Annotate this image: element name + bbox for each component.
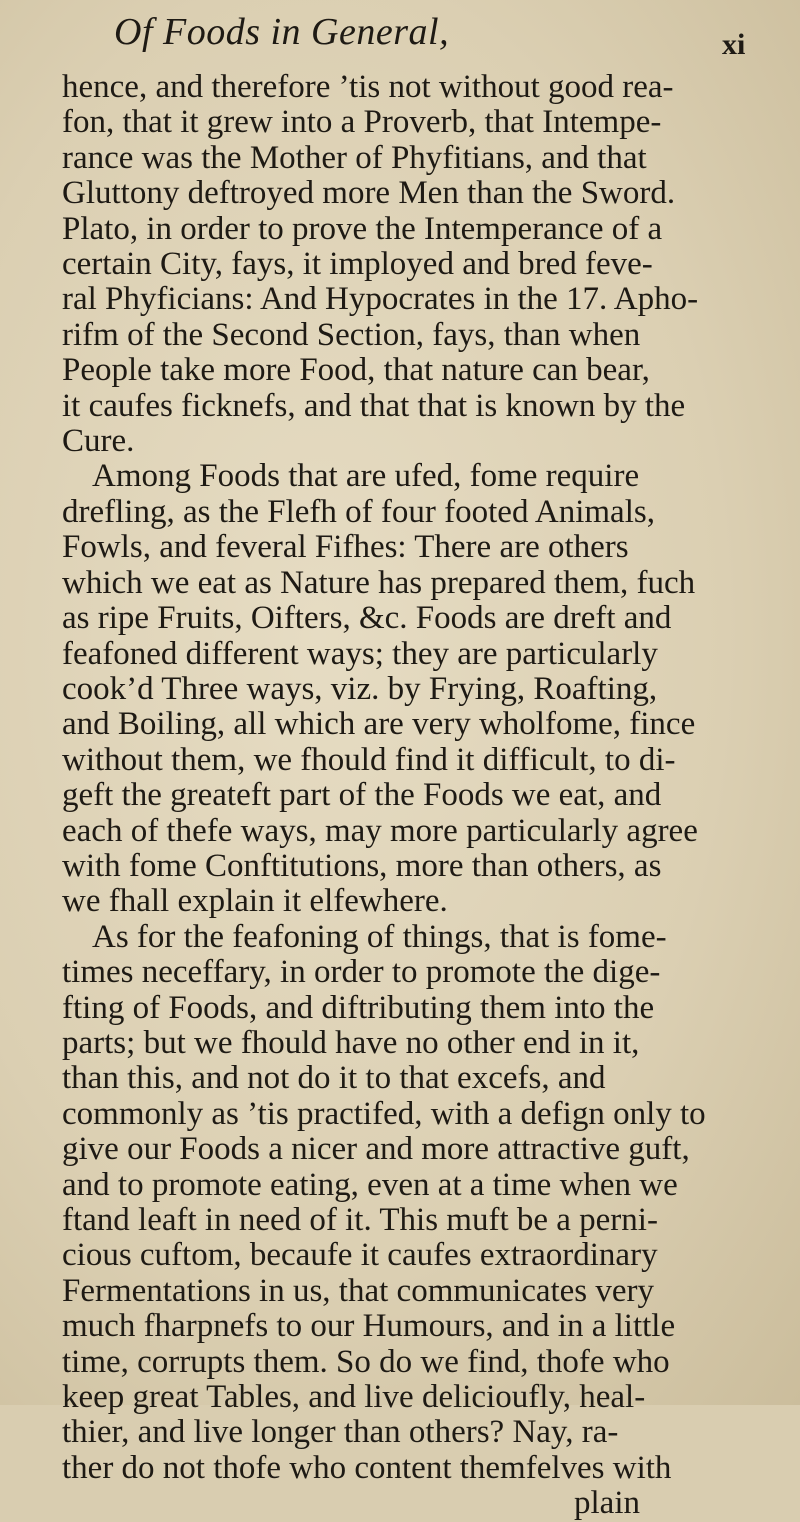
catchword: plain — [574, 1485, 640, 1522]
running-title: Of Foods in General, — [114, 11, 450, 53]
text-line: Plato, in order to prove the Intemperance of a — [62, 210, 663, 247]
paragraph-start-line: Among Foods that are ufed, fome require — [92, 458, 640, 495]
text-line: rance was the Mother of Phyfitians, and that — [62, 139, 647, 176]
paragraph-start-line: As for the feafoning of things, that is fome- — [92, 918, 667, 955]
text-line: feafoned different ways; they are particularly — [62, 635, 658, 672]
text-line: Gluttony deftroyed more Men than the Sword. — [62, 175, 676, 212]
text-line: we fhall explain it elfewhere. — [62, 883, 448, 920]
text-line: ther do not thofe who content themfelves with — [62, 1449, 672, 1486]
text-line: each of thefe ways, may more particularly agree — [62, 812, 698, 849]
text-line: much fharpnefs to our Humours, and in a little — [62, 1308, 676, 1345]
text-line: give our Foods a nicer and more attractive guft, — [62, 1131, 690, 1168]
text-line: with fome Conftitutions, more than others, as — [62, 847, 662, 884]
text-line: People take more Food, that nature can bear, — [62, 352, 650, 389]
text-line: cook’d Three ways, viz. by Frying, Roafting, — [62, 670, 658, 707]
running-head — [62, 6, 746, 70]
text-line: and Boiling, all which are very wholfome, fince — [62, 706, 696, 743]
text-line: parts; but we fhould have no other end in it, — [62, 1024, 640, 1061]
text-line: fting of Foods, and diftributing them into the — [62, 989, 655, 1026]
text-line: than this, and not do it to that excefs, and — [62, 1060, 606, 1097]
text-line: thier, and live longer than others? Nay, ra- — [62, 1414, 619, 1451]
text-line: and to promote eating, even at a time when we — [62, 1166, 678, 1203]
text-line: Cure. — [62, 423, 135, 460]
body-text — [62, 69, 706, 1522]
text-line: ftand leaft in need of it. This muft be a perni- — [62, 1202, 658, 1238]
text-line: Fowls, and feveral Fifhes: There are others — [62, 529, 629, 566]
text-line: drefling, as the Flefh of four footed Animals, — [62, 493, 655, 530]
text-line: certain City, fays, it imployed and bred feve- — [62, 246, 653, 283]
text-line: rifm of the Second Section, fays, than when — [62, 316, 641, 353]
text-line: which we eat as Nature has prepared them, fuch — [62, 564, 696, 601]
text-line: cious cuftom, becaufe it caufes extraordinary — [62, 1237, 658, 1274]
text-line: Fermentations in us, that communicates very — [62, 1272, 655, 1309]
text-line: geft the greateft part of the Foods we eat, and — [62, 777, 662, 814]
text-line: hence, and therefore ’tis not without good rea- — [62, 69, 674, 105]
text-line: keep great Tables, and live delicioufly, heal- — [62, 1379, 646, 1416]
text-line: times neceffary, in order to promote the dige- — [62, 954, 661, 991]
text-line: commonly as ’tis practifed, with a defign only to — [62, 1095, 706, 1132]
page-number: xi — [722, 28, 746, 61]
text-line: it caufes ficknefs, and that that is known by the — [62, 387, 686, 424]
text-line: without them, we fhould find it difficult, to di- — [62, 741, 676, 778]
text-line: ral Phyficians: And Hypocrates in the 17. Apho- — [62, 281, 699, 318]
text-line: as ripe Fruits, Oifters, &c. Foods are dreft and — [62, 600, 672, 637]
text-line: time, corrupts them. So do we find, thofe who — [62, 1343, 670, 1380]
text-line: fon, that it grew into a Proverb, that Intempe- — [62, 104, 662, 141]
